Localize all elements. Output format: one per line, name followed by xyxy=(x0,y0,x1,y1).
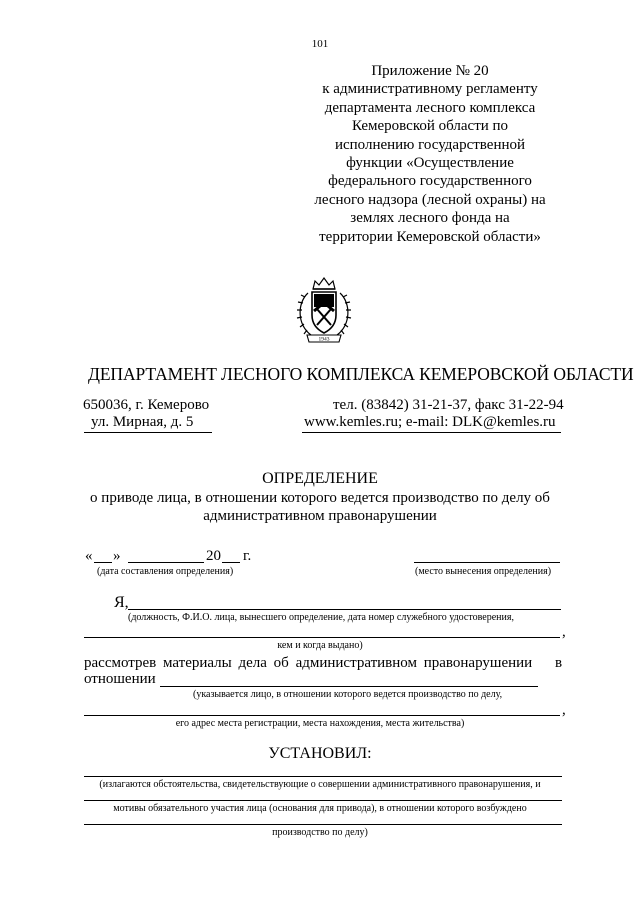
review-field-line1 xyxy=(160,686,538,687)
review-field-line2 xyxy=(84,715,560,716)
place-caption: (место вынесения определения) xyxy=(415,566,552,577)
document-title: ОПРЕДЕЛЕНИЕ xyxy=(262,470,378,487)
established-field-line1 xyxy=(84,776,562,777)
official-caption2: кем и когда выдано) xyxy=(277,640,363,651)
annex-line: департамента лесного комплекса xyxy=(324,99,536,116)
official-caption1: (должность, Ф.И.О. лица, вынесшего определение, дата номер служебного удостоверения, xyxy=(128,612,514,623)
review-line2-prefix: отношении xyxy=(84,671,156,687)
address-underline xyxy=(84,432,212,433)
address-line1: 650036, г. Кемерово xyxy=(83,397,210,413)
web-email: www.kemles.ru; e-mail: DLK@kemles.ru xyxy=(304,414,556,430)
day-field-line xyxy=(94,562,112,563)
annex-line: к административному регламенту xyxy=(322,81,538,98)
established-title: УСТАНОВИЛ: xyxy=(268,745,372,762)
annex-block xyxy=(300,62,560,246)
place-field-line xyxy=(414,562,560,563)
emblem-ribbon-text: 1943 xyxy=(318,336,330,343)
review-comma: , xyxy=(562,702,566,718)
annex-line: функции «Осуществление xyxy=(346,155,514,172)
established-caption2: мотивы обязательного участия лица (основания для привода), в отношении которого возбуждено xyxy=(113,803,527,814)
review-line1: рассмотрев материалы дела об административном правонарушении xyxy=(84,655,533,671)
established-caption1: (излагаются обстоятельства, свидетельствующие о совершении административного правонарушения, и xyxy=(99,779,541,790)
annex-line: исполнению государственной xyxy=(334,136,526,153)
year-field-line xyxy=(222,562,240,563)
address-line2: ул. Мирная, д. 5 xyxy=(91,414,194,430)
official-prefix: Я, xyxy=(114,594,129,611)
official-field-line2 xyxy=(84,637,560,638)
page-number: 101 xyxy=(311,38,329,50)
annex-line: территории Кемеровской области» xyxy=(319,228,541,245)
date-close-quote: » xyxy=(113,548,121,564)
annex-line: лесного надзора (лесной охраны) на xyxy=(314,191,546,208)
date-caption: (дата составления определения) xyxy=(97,566,234,577)
review-caption1: (указывается лицо, в отношении которого ведется производство по делу, xyxy=(193,689,503,700)
department-title: ДЕПАРТАМЕНТ ЛЕСНОГО КОМПЛЕКСА КЕМЕРОВСКОЙ ОБЛАСТИ xyxy=(88,364,634,384)
official-field-line1 xyxy=(128,609,561,610)
review-caption2: его адрес места регистрации, места нахождения, места жительства) xyxy=(175,718,465,729)
established-field-line3 xyxy=(84,824,562,825)
coat-of-arms-icon xyxy=(293,275,355,347)
annex-line: Приложение № 20 xyxy=(371,63,489,79)
review-line1-end: в xyxy=(555,655,563,671)
contacts-underline xyxy=(302,432,561,433)
coat-of-arms-emblem xyxy=(293,275,355,347)
year-prefix: 20 xyxy=(206,548,221,564)
annex-line: Кемеровской области по xyxy=(351,118,509,135)
established-field-line2 xyxy=(84,800,562,801)
phone-fax: тел. (83842) 31-21-37, факс 31-22-94 xyxy=(333,397,564,413)
month-field-line xyxy=(128,562,204,563)
date-open-quote: « xyxy=(85,548,93,564)
document-subtitle-line2: административном правонарушении xyxy=(203,508,437,524)
year-suffix: г. xyxy=(243,548,252,564)
annex-line: федерального государственного xyxy=(328,173,532,190)
document-subtitle-line1: о приводе лица, в отношении которого ведется производство по делу об xyxy=(90,490,550,506)
established-caption3: производство по делу) xyxy=(272,827,368,838)
annex-line: землях лесного фонда на xyxy=(350,210,510,227)
official-comma: , xyxy=(562,624,566,640)
